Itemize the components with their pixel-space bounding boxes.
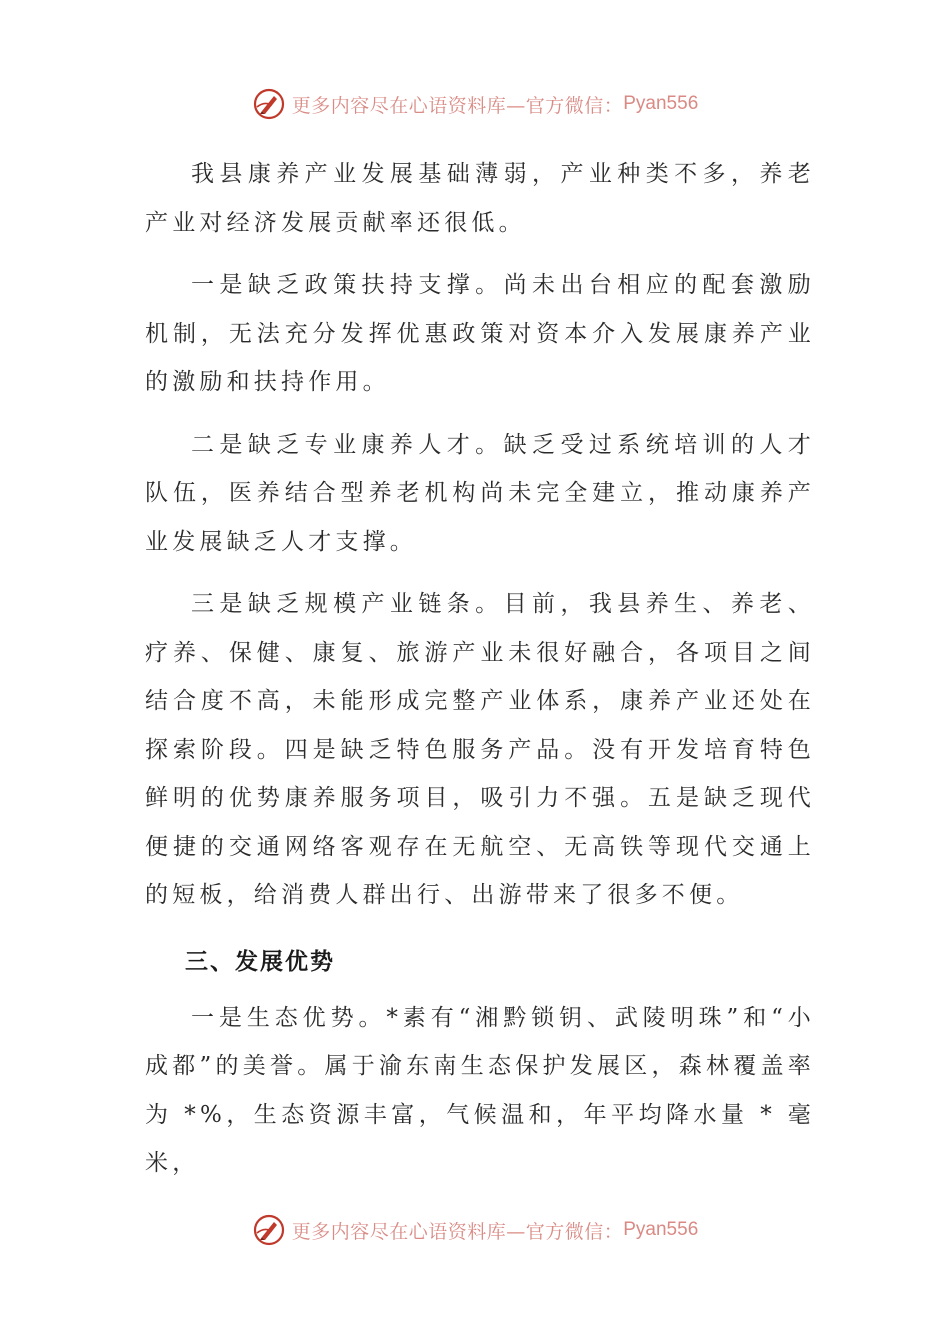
document-body: [145, 150, 815, 1188]
paragraph-policy: 一是缺乏政策扶持支撑。尚未出台相应的配套激励机制，无法充分发挥优惠政策对资本介入发展康养产业的激励和扶持作用。: [145, 272, 815, 395]
watermark-wechat-id: Pyan556: [623, 1219, 699, 1240]
watermark-wechat-id: Pyan556: [623, 93, 699, 114]
paragraph-industry-chain: 三是缺乏规模产业链条。目前，我县养生、养老、疗养、保健、康复、旅游产业未很好融合，各项目之间结合度不高，未能形成完整产业体系，康养产业还处在探索阶段。四是缺乏特色服务产品。没有开发培育特色鲜明的优势康养服务项目，吸引力不强。五是缺乏现代便捷的交通网络客观存在无航空、无高铁等现代交通上的短板，给消费人群出行、出游带来了很多不便。: [145, 591, 815, 908]
watermark-header: [0, 84, 950, 124]
pen-logo-icon: [252, 1213, 286, 1247]
watermark-footer: [0, 1210, 950, 1250]
paragraph-talent: 二是缺乏专业康养人才。缺乏受过系统培训的人才队伍，医养结合型养老机构尚未完全建立，推动康养产业发展缺乏人才支撑。: [145, 431, 815, 555]
section-heading: 三、发展优势: [185, 948, 335, 975]
watermark-text: 更多内容尽在心语资料库—官方微信：: [291, 94, 624, 117]
watermark-text: 更多内容尽在心语资料库—官方微信：: [291, 1220, 624, 1243]
pen-logo-icon: [252, 87, 286, 121]
paragraph-intro: 我县康养产业发展基础薄弱，产业种类不多，养老产业对经济发展贡献率还很低。: [145, 161, 815, 236]
paragraph-ecology: 一是生态优势。*素有“湘黔锁钥、武陵明珠”和“小成都”的美誉。属于渝东南生态保护发展区，森林覆盖率为 *%，生态资源丰富，气候温和，年平均降水量 * 毫米，: [145, 1004, 815, 1176]
